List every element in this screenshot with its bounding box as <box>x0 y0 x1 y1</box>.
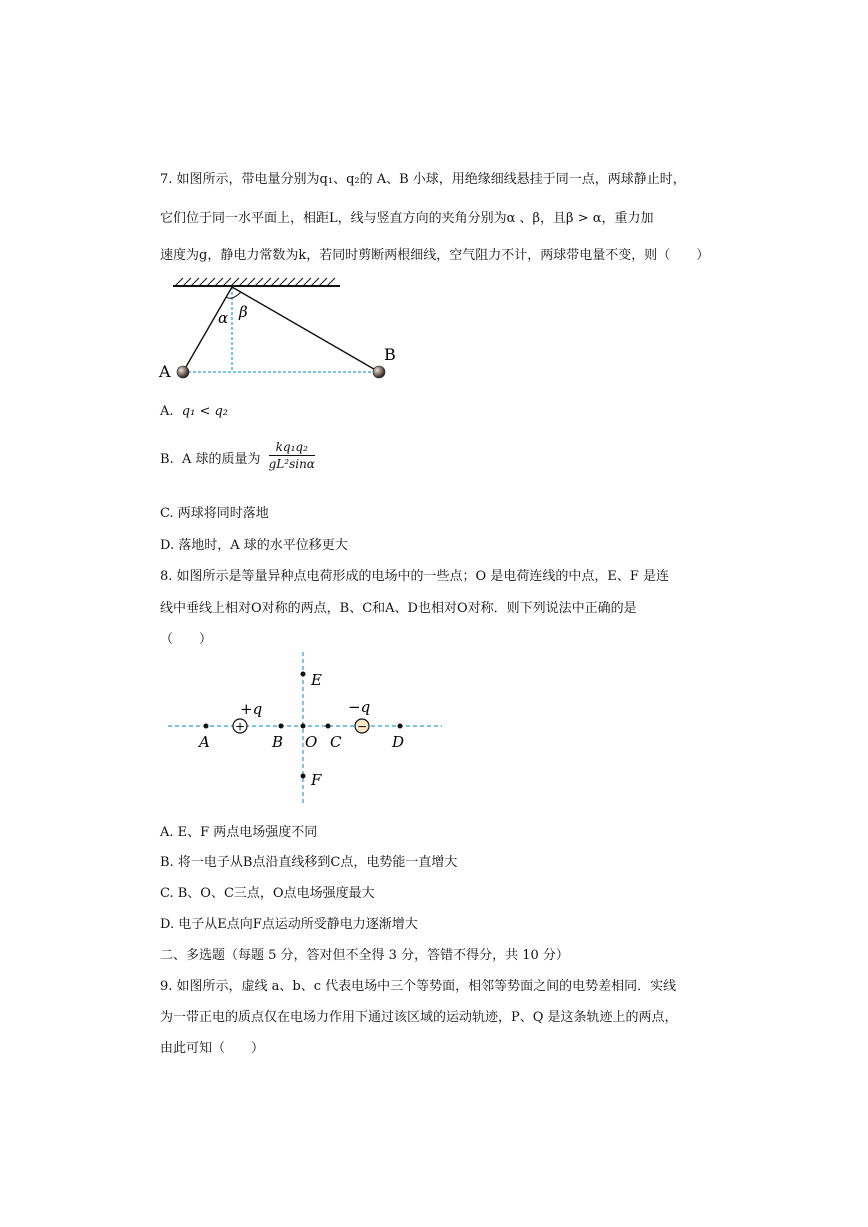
option-prefix: A. <box>160 404 174 419</box>
fraction-numerator: kq₁q₂ <box>269 440 315 456</box>
q8-line-3: （ ） <box>160 632 213 647</box>
label-a: A <box>199 733 210 751</box>
option-b-text: A 球的质量为 <box>181 452 261 467</box>
option-a-text: q₁ < q₂ <box>181 404 229 419</box>
q7-option-b <box>160 440 315 475</box>
negative-charge <box>355 719 369 734</box>
label-c: C <box>330 733 342 751</box>
fraction-denominator: gL²sinα <box>268 457 315 471</box>
q7-line-3: 速度为g，静电力常数为k，若同时剪断两根细线，空气阻力不计，两球带电量不变，则（ ） <box>160 248 710 263</box>
q7-line-1: 7. 如图所示，带电量分别为q₁、q₂的 A、B 小球，用绝缘细线悬挂于同一点，两球静止时， <box>160 172 686 187</box>
label-a: A <box>159 362 171 381</box>
mass-fraction <box>269 440 315 471</box>
q8-option-c: C. B、O、C三点，O点电场强度最大 <box>160 886 375 901</box>
q8-line-1: 8. 如图所示是等量异种点电荷形成的电场中的一些点；O 是电荷连线的中点，E、F 是连 <box>160 569 669 584</box>
q7-line-2: 它们位于同一水平面上，相距L，线与竖直方向的夹角分别为α 、β，且β > α，重力加 <box>160 211 654 226</box>
q7-option-c: C. 两球将同时落地 <box>160 506 269 521</box>
q7-option-d: D. 落地时，A 球的水平位移更大 <box>160 538 348 553</box>
point-f <box>301 774 306 779</box>
point-d <box>398 724 403 729</box>
q8-figure <box>160 650 450 810</box>
label-d: D <box>392 733 405 751</box>
q7-option-a <box>160 404 228 419</box>
q7-figure <box>155 275 415 390</box>
label-e: E <box>311 671 322 689</box>
label-b: B <box>272 733 284 751</box>
svg-text:−: − <box>356 719 368 734</box>
q9-line-2: 为一带正电的质点仅在电场力作用下通过该区域的运动轨迹，P、Q 是这条轨迹上的两点， <box>160 1010 678 1025</box>
ceiling <box>173 278 340 286</box>
label-b: B <box>384 345 396 364</box>
q8-option-a: A. E、F 两点电场强度不同 <box>160 825 318 840</box>
svg-text:+: + <box>234 719 246 734</box>
alpha-label: α <box>218 309 229 327</box>
positive-charge <box>233 719 247 734</box>
ball-a <box>177 366 189 378</box>
q9-line-1: 9. 如图所示，虚线 a、b、c 代表电场中三个等势面，相邻等势面之间的电势差相同．实线 <box>160 979 677 994</box>
section-heading: 二、多选题（每题 5 分，答对但不全得 3 分，答错不得分，共 10 分） <box>160 948 569 963</box>
beta-label: β <box>239 303 248 321</box>
option-prefix: B. <box>160 452 174 467</box>
point-b <box>279 724 284 729</box>
string-b <box>232 287 379 372</box>
q9-line-3: 由此可知（ ） <box>160 1041 265 1056</box>
label-minus-q: −q <box>348 698 371 716</box>
label-f: F <box>311 771 322 789</box>
label-o: O <box>305 733 318 751</box>
point-e <box>301 672 306 677</box>
q8-option-b: B. 将一电子从B点沿直线移到C点，电势能一直增大 <box>160 855 458 870</box>
label-plus-q: +q <box>240 700 263 718</box>
q8-option-d: D. 电子从E点向F点运动所受静电力逐渐增大 <box>160 917 418 932</box>
point-o <box>301 724 306 729</box>
point-a <box>204 724 209 729</box>
point-c <box>326 724 331 729</box>
ball-b <box>373 366 385 378</box>
string-a <box>183 287 232 372</box>
q8-line-2: 线中垂线上相对O对称的两点，B、C和A、D也相对O对称．则下列说法中正确的是 <box>160 601 637 616</box>
